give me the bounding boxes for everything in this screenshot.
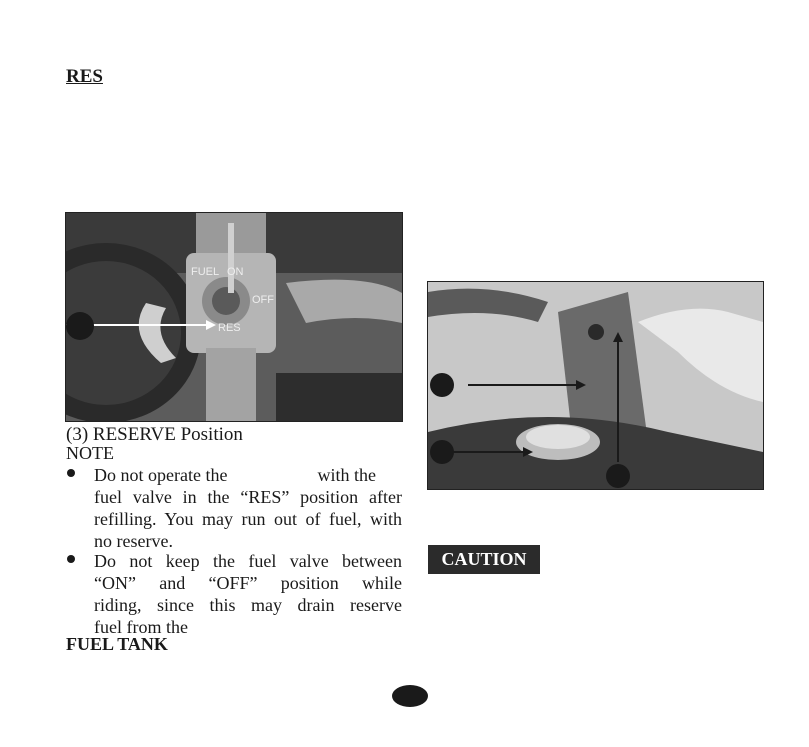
valve-label-fuel: FUEL <box>191 266 220 278</box>
fuel-valve-illustration <box>66 213 402 421</box>
fuel-valve-photo <box>65 212 403 422</box>
caution-badge: CAUTION <box>428 545 540 574</box>
bullet-1 <box>94 464 402 552</box>
fuel-tank-photo <box>427 281 764 490</box>
bullet-1-line: no reserve. <box>94 531 173 551</box>
bullet-2-line: riding, since this may drain reserve <box>94 595 402 615</box>
bullet-dot <box>67 469 75 477</box>
bullet-2-line: fuel from the <box>94 617 188 637</box>
fuel-tank-illustration <box>428 282 763 489</box>
bullet-1-line: refilling. You may run out of fuel, with <box>94 509 402 529</box>
callout-1-marker <box>430 373 454 397</box>
page-number-badge <box>392 685 428 707</box>
bullet-2-line: Do not keep the fuel valve between <box>94 551 402 571</box>
section-heading-fuel-tank: FUEL TANK <box>66 634 168 654</box>
res-heading: RES <box>66 66 103 87</box>
bullet-1-line: Do not operate the with the <box>94 465 376 485</box>
note-label: NOTE <box>66 443 114 463</box>
figure-caption: (3) RESERVE Position <box>66 424 243 445</box>
bullet-2 <box>94 550 402 638</box>
callout-3-marker <box>606 464 630 488</box>
callout-2-marker <box>430 440 454 464</box>
bullet-2-line: “ON” and “OFF” position while <box>94 573 402 593</box>
bullet-1-line: fuel valve in the “RES” position after <box>94 487 402 507</box>
bullet-dot <box>67 555 75 563</box>
valve-label-off: OFF <box>252 294 274 306</box>
callout-1-marker <box>66 312 94 340</box>
valve-label-res: RES <box>218 322 241 334</box>
valve-label-on: ON <box>227 266 244 278</box>
